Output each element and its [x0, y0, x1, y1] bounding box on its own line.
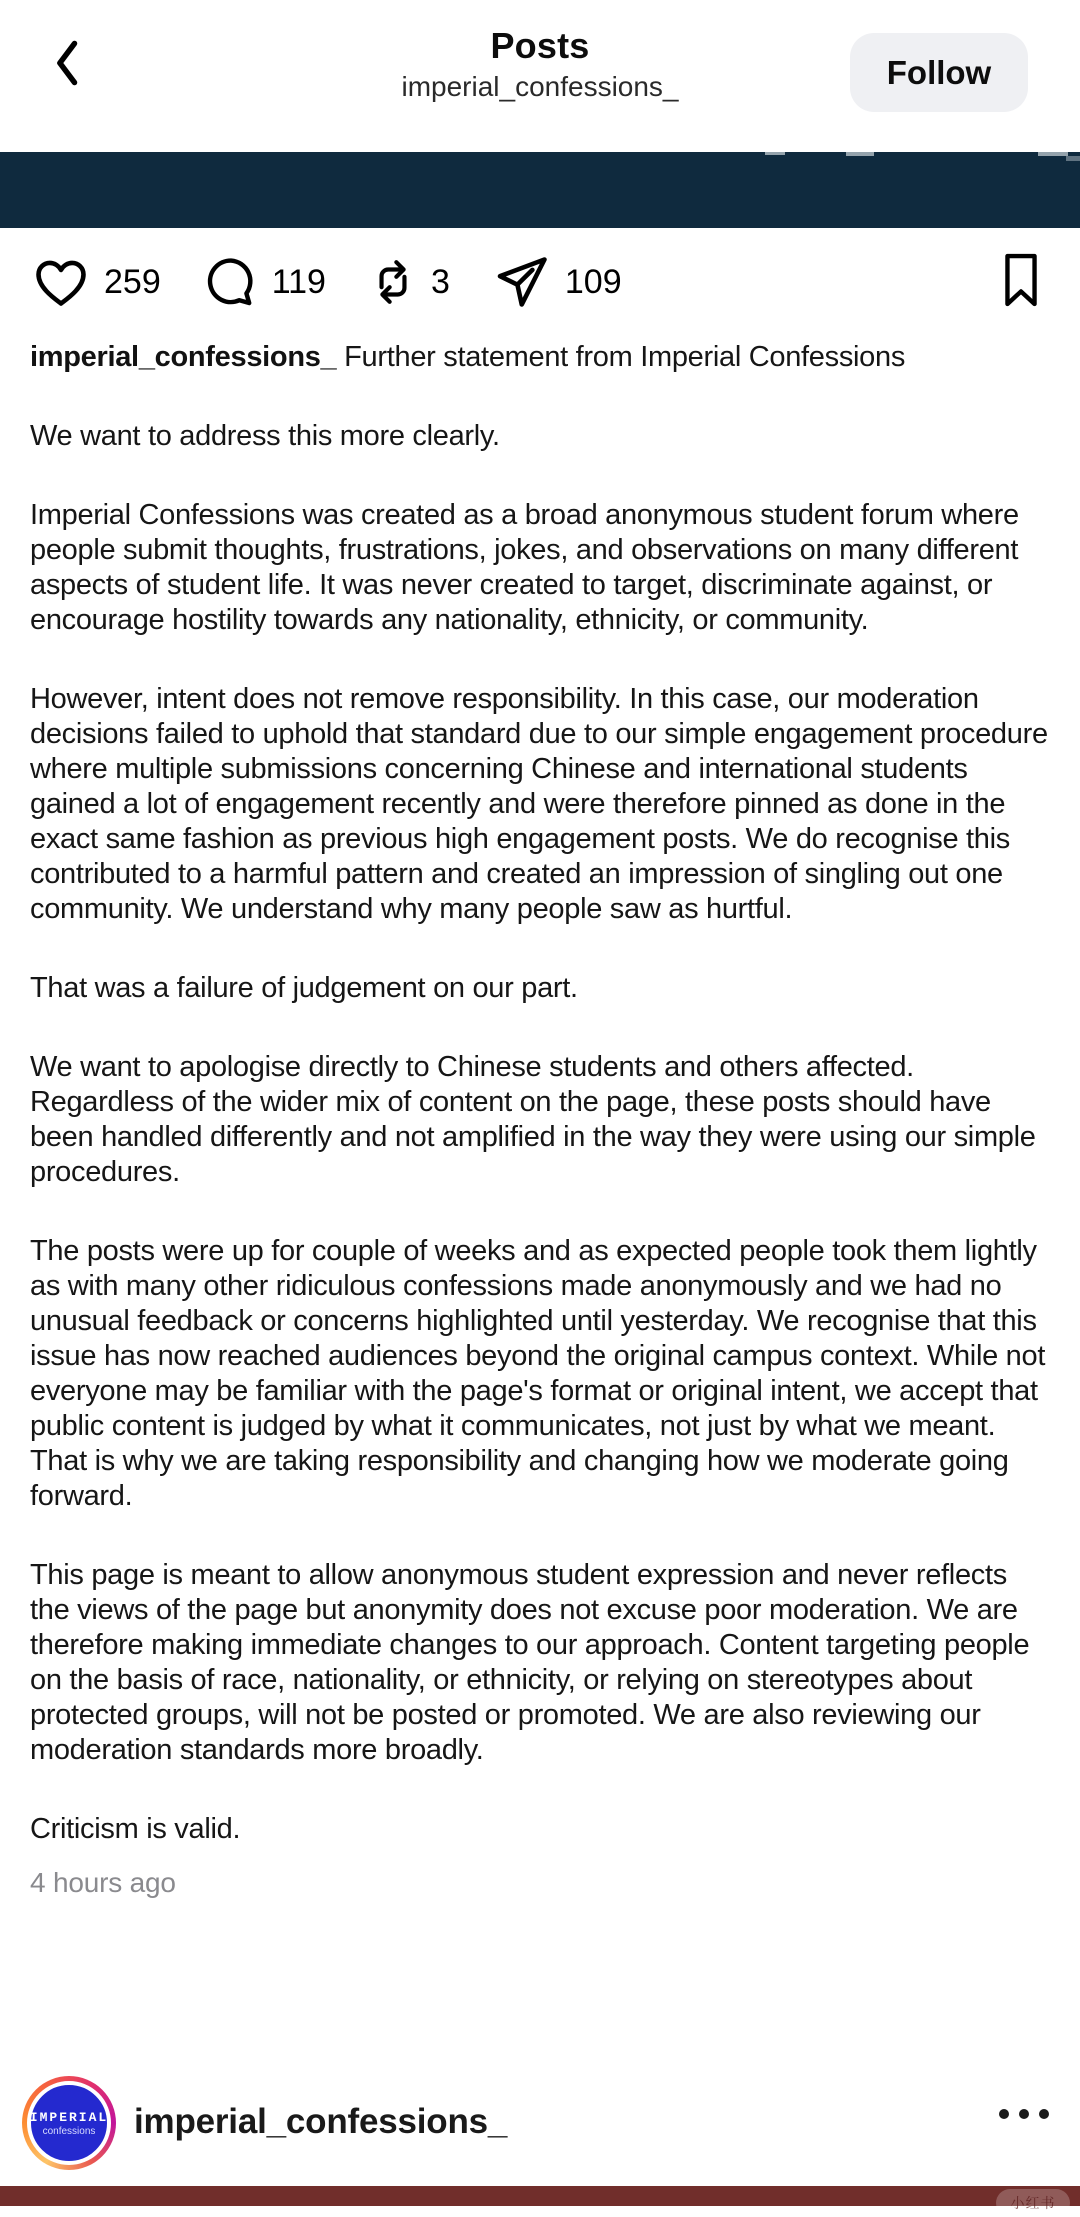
footer-username[interactable]: imperial_confessions_	[134, 2102, 508, 2141]
caption-paragraph: We want to apologise directly to Chinese students and others affected. Regardless of the wider mix of content on the page, these posts should have been handled differently and not amplified in the way they were using our simple procedures.	[30, 1051, 1036, 1188]
caption-username[interactable]: imperial_confessions_	[30, 341, 337, 373]
image-artifact	[846, 152, 874, 156]
caption-paragraph: That was a failure of judgement on our part.	[30, 972, 578, 1004]
repost-group	[368, 253, 450, 311]
share-group	[492, 253, 622, 311]
caption-paragraph: We want to address this more clearly.	[30, 420, 500, 452]
comment-count: 119	[271, 262, 326, 301]
more-options-button[interactable]	[998, 2108, 1050, 2123]
repost-count: 3	[430, 262, 450, 301]
caption-paragraph: This page is meant to allow anonymous student expression and never reflects the views of the page but anonymity does not excuse poor moderation. We are therefore making immediate changes to our approach. Content targeting people on the basis of race, nationality, or ethnicity, or relying on stereotypes about protected groups, will not be posted or promoted. We are also reviewing our moderation standards more broadly.	[30, 1559, 1030, 1766]
avatar-logo	[27, 2081, 111, 2165]
action-bar	[0, 228, 1080, 312]
share-count: 109	[564, 262, 622, 301]
repost-button[interactable]	[368, 253, 418, 311]
timestamp: 4 hours ago	[30, 1867, 176, 1898]
image-artifact	[765, 152, 785, 155]
caption-paragraph: The posts were up for couple of weeks and as expected people took them lightly as with many other ridiculous confessions made anonymously and we had no unusual feedback or concerns highlighted until yesterday. We recognise that this issue has now reached audiences beyond the original campus context. While not everyone may be familiar with the page's format or original intent, we accept that public content is judged by what it communicates, not just by what we meant. That is why we are taking responsibility and changing how we moderate going forward.	[30, 1235, 1046, 1512]
share-button[interactable]	[492, 253, 552, 311]
caption-first-line	[30, 340, 1050, 375]
heart-icon	[31, 253, 91, 311]
comment-button[interactable]	[203, 253, 259, 311]
save-button[interactable]	[996, 250, 1046, 313]
caption-paragraph: Criticism is valid.	[30, 1813, 241, 1845]
profile-row	[0, 2050, 1080, 2186]
comment-icon	[203, 253, 259, 311]
comment-group	[203, 253, 326, 311]
bottom-band	[0, 2186, 1080, 2211]
page-title: Posts	[490, 25, 590, 66]
caption	[0, 312, 1080, 1899]
like-count: 259	[104, 262, 161, 301]
send-icon	[492, 253, 552, 311]
page-subtitle: imperial_confessions_	[401, 71, 679, 102]
avatar[interactable]	[22, 2076, 116, 2170]
post-image-band[interactable]	[0, 152, 1080, 228]
ellipsis-icon	[998, 2108, 1050, 2123]
image-artifact	[1038, 152, 1068, 156]
like-button[interactable]	[31, 253, 91, 311]
like-group	[31, 253, 161, 311]
avatar-logo-subtext: confessions	[42, 2125, 96, 2137]
image-artifact	[1066, 156, 1080, 161]
header	[0, 0, 1080, 152]
bookmark-icon	[996, 298, 1046, 313]
repost-icon	[368, 253, 418, 311]
caption-paragraph: Imperial Confessions was created as a broad anonymous student forum where people submit thoughts, frustrations, jokes, and observations on many different aspects of student life. It was never created to target, discriminate against, or encourage hostility towards any nationality, ethnicity, or community.	[30, 499, 1019, 636]
follow-button[interactable]: Follow	[850, 33, 1028, 112]
caption-paragraph: However, intent does not remove responsibility. In this case, our moderation decisions failed to uphold that standard due to our simple engagement procedure where multiple submissions concerning Chinese and international students gained a lot of engagement recently and were therefore pinned as done in the exact same fashion as previous high engagement posts. We do recognise this contributed to a harmful pattern and created an impression of singling out one community. We understand why many people saw as hurtful.	[30, 683, 1048, 925]
watermark: 小红书	[996, 2189, 1070, 2217]
caption-title-text: Further statement from Imperial Confessions	[336, 341, 906, 373]
avatar-logo-text: IMPERIAL	[29, 2109, 109, 2125]
